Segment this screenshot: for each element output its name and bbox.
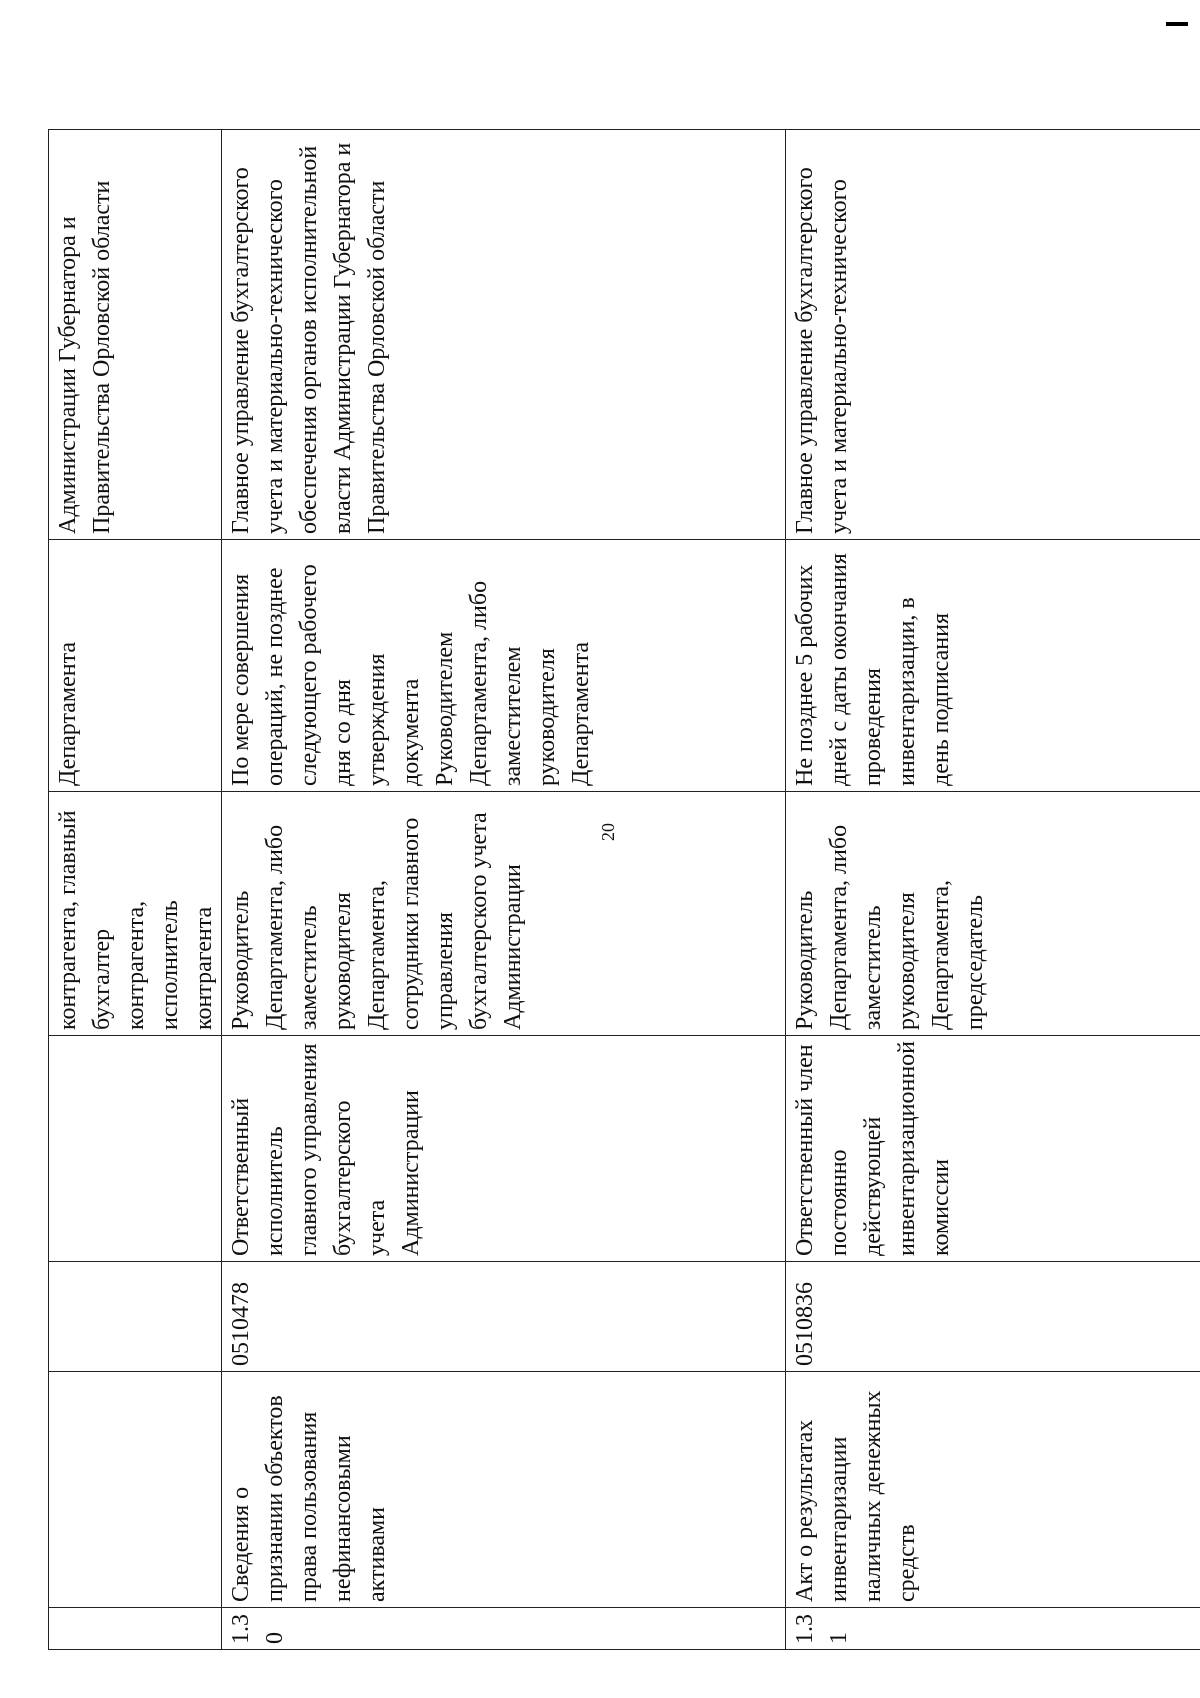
- cell-deadline: Не позднее 5 рабочих дней с даты окончания проведения инвентаризации, в день подписания: [786, 540, 1200, 792]
- cell-recipient: Главное управление бухгалтерского учета и материально-технического обеспечения органов исполнительной власти Администрации Губернатора и Правительства Орловской области: [222, 130, 786, 540]
- cell-document-name: Сведения о признании объектов права пользования нефинансовыми активами: [222, 1372, 786, 1608]
- rotated-table-wrapper: [48, 130, 1172, 1650]
- table-row: [786, 130, 1200, 1650]
- cell-form-code: 0510836: [786, 1262, 1200, 1372]
- cell-recipient: Администрации Губернатора и Правительства Орловской области: [49, 130, 222, 540]
- cell-form-code: [49, 1262, 222, 1372]
- cell-document-name: [49, 1372, 222, 1608]
- cell-deadline: По мере совершения операций, не позднее следующего рабочего дня со дня утверждения документа Руководителем Департамента, либо заместителем руководителя Департамента: [222, 540, 786, 792]
- table-row: [222, 130, 786, 1650]
- cell-prepared-by: [49, 1036, 222, 1262]
- cell-signed-by: Руководитель Департамента, либо заместитель руководителя Департамента, председатель: [786, 792, 1200, 1036]
- document-table: [48, 129, 1200, 1650]
- cell-prepared-by: Ответственный член постоянно действующей инвентаризационной комиссии: [786, 1036, 1200, 1262]
- cell-document-name: Акт о результатах инвентаризации наличных денежных средств: [786, 1372, 1200, 1608]
- cell-recipient: Главное управление бухгалтерского учета и материально-технического: [786, 130, 1200, 540]
- cell-prepared-by: Ответственный исполнитель главного управления бухгалтерского учета Администрации: [222, 1036, 786, 1262]
- page-number: 20: [598, 823, 618, 841]
- edge-mark: [1166, 22, 1188, 26]
- cell-form-code: 0510478: [222, 1262, 786, 1372]
- cell-deadline: Департамента: [49, 540, 222, 792]
- table-row: [49, 130, 222, 1650]
- cell-signed-by: контрагента, главный бухгалтер контрагента, исполнитель контрагента: [49, 792, 222, 1036]
- cell-signed-by: Руководитель Департамента, либо заместитель руководителя Департамента, сотрудники главного управления бухгалтерского учета Администрации: [222, 792, 786, 1036]
- cell-number: [49, 1608, 222, 1650]
- cell-number: 1.30: [222, 1608, 786, 1650]
- cell-number: 1.31: [786, 1608, 1200, 1650]
